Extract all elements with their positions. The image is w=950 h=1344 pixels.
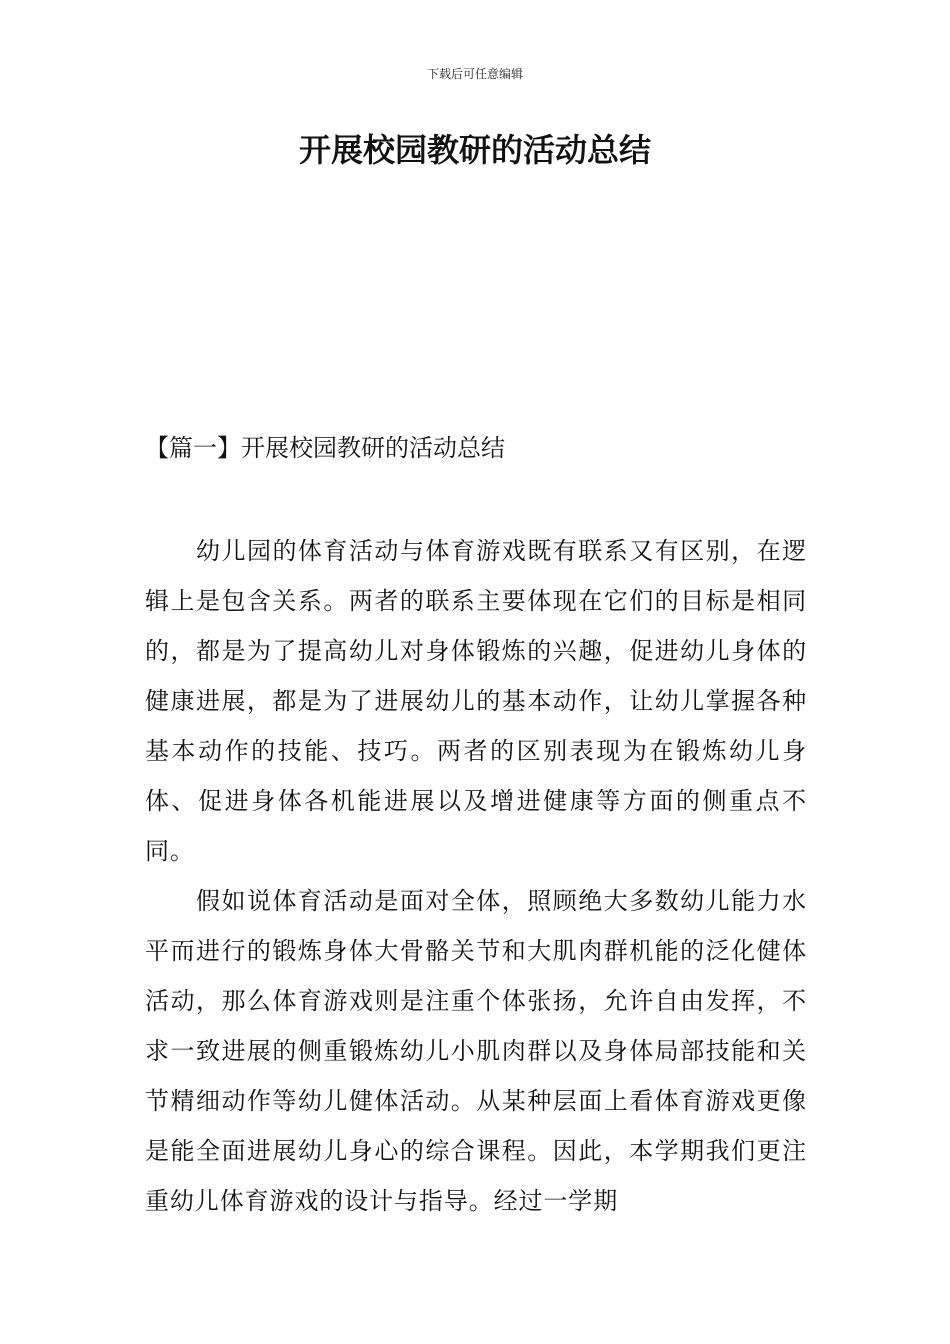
section-heading: 【篇一】开展校园教研的活动总结 xyxy=(145,434,505,462)
paragraph-2: 假如说体育活动是面对全体，照顾绝大多数幼儿能力水平而进行的锻炼身体大骨骼关节和大肌肉群机能的泛化健体活动，那么体育游戏则是注重个体张扬，允许自由发挥，不求一致进展的侧重锻炼幼儿小肌肉群以及身体局部技能和关节精细动作等幼儿健体活动。从某种层面上看体育游戏更像是能全面进展幼儿身心的综合课程。因此，本学期我们更注重幼儿体育游戏的设计与指导。经过一学期 xyxy=(145,887,807,1215)
paragraph-1: 幼儿园的体育活动与体育游戏既有联系又有区别，在逻辑上是包含关系。两者的联系主要体现在它们的目标是相同的，都是为了提高幼儿对身体锻炼的兴趣，促进幼儿身体的健康进展，都是为了进展幼儿的基本动作，让幼儿掌握各种基本动作的技能、技巧。两者的区别表现为在锻炼幼儿身体、促进身体各机能进展以及增进健康等方面的侧重点不同。 xyxy=(145,537,807,865)
body-text xyxy=(145,526,807,1226)
header-note: 下载后可任意编辑 xyxy=(426,67,523,81)
page-title: 开展校园教研的活动总结 xyxy=(298,131,651,169)
